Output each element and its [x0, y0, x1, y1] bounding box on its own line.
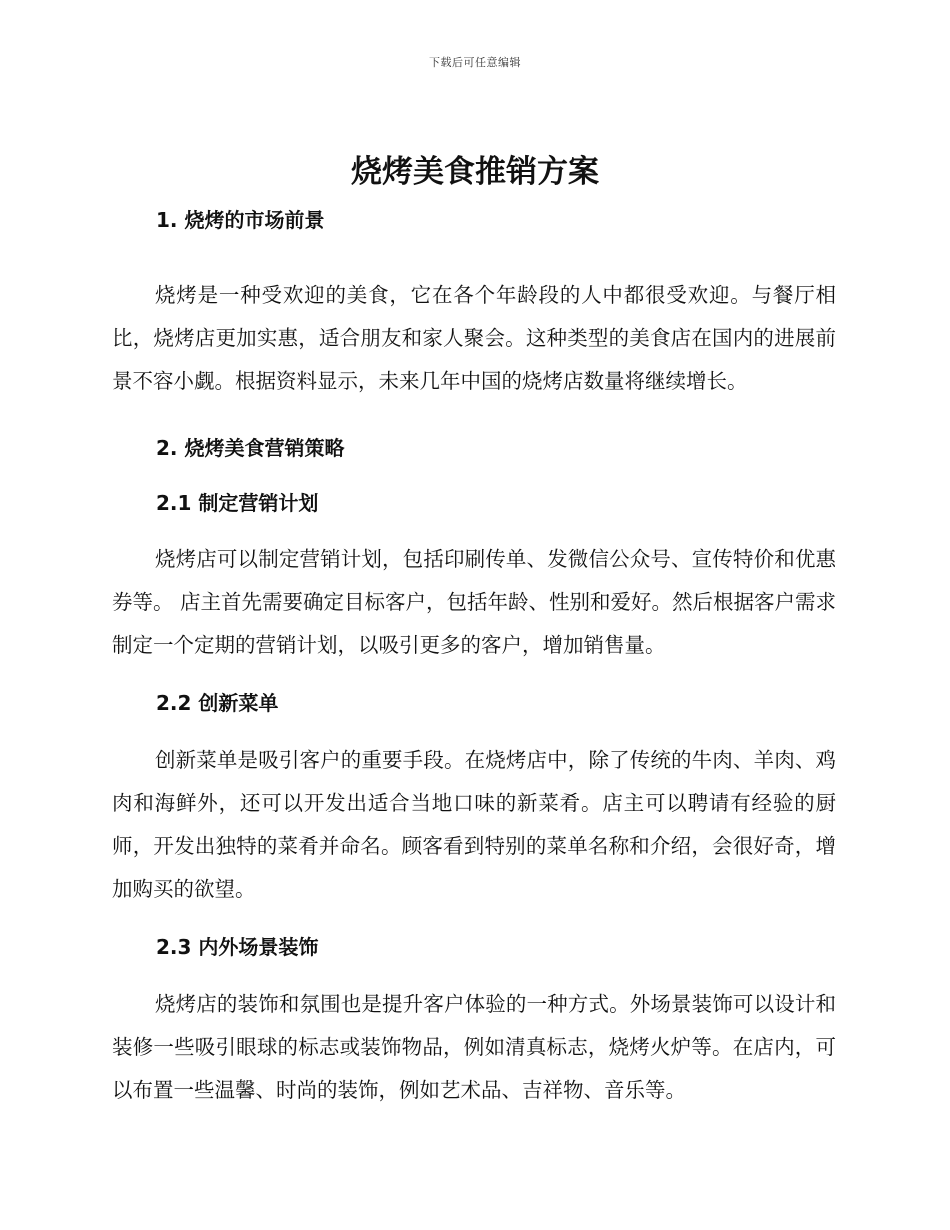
- section-paragraph-market-outlook: 烧烤是一种受欢迎的美食，它在各个年龄段的人中都很受欢迎。与餐厅相比，烧烤店更加实惠，适合朋友和家人聚会。这种类型的美食店在国内的进展前景不容小觑。根据资料显示，未来几年中国的烧烤店数量将继续增长。: [112, 283, 836, 393]
- document-title: 烧烤美食推销方案: [351, 154, 599, 190]
- section-paragraph-decoration: 烧烤店的装饰和氛围也是提升客户体验的一种方式。外场景装饰可以设计和装修一些吸引眼球的标志或装饰物品，例如清真标志，烧烤火炉等。在店内，可以布置一些温馨、时尚的装饰，例如艺术品、吉祥物、音乐等。: [112, 992, 836, 1102]
- section-paragraph-marketing-plan: 烧烤店可以制定营销计划，包括印刷传单、发微信公众号、宣传特价和优惠券等。 店主首先需要确定目标客户，包括年龄、性别和爱好。然后根据客户需求制定一个定期的营销计划，以吸引更多的客户，增加销售量。: [112, 547, 837, 657]
- section-heading-marketing-plan: 2.1 制定营销计划: [156, 491, 319, 515]
- section-heading-market-outlook: 1. 烧烤的市场前景: [156, 208, 325, 232]
- section-heading-marketing-strategy: 2. 烧烤美食营销策略: [156, 436, 345, 460]
- section-paragraph-innovative-menu: 创新菜单是吸引客户的重要手段。在烧烤店中，除了传统的牛肉、羊肉、鸡肉和海鲜外，还可以开发出适合当地口味的新菜肴。店主可以聘请有经验的厨师，开发出独特的菜肴并命名。顾客看到特别的菜单名称和介绍，会很好奇，增加购买的欲望。: [112, 748, 836, 901]
- section-heading-decoration: 2.3 内外场景装饰: [156, 935, 319, 959]
- section-heading-innovative-menu: 2.2 创新菜单: [156, 691, 279, 715]
- document-body: [112, 200, 836, 1112]
- page-header-note: 下载后可任意编辑: [429, 56, 521, 69]
